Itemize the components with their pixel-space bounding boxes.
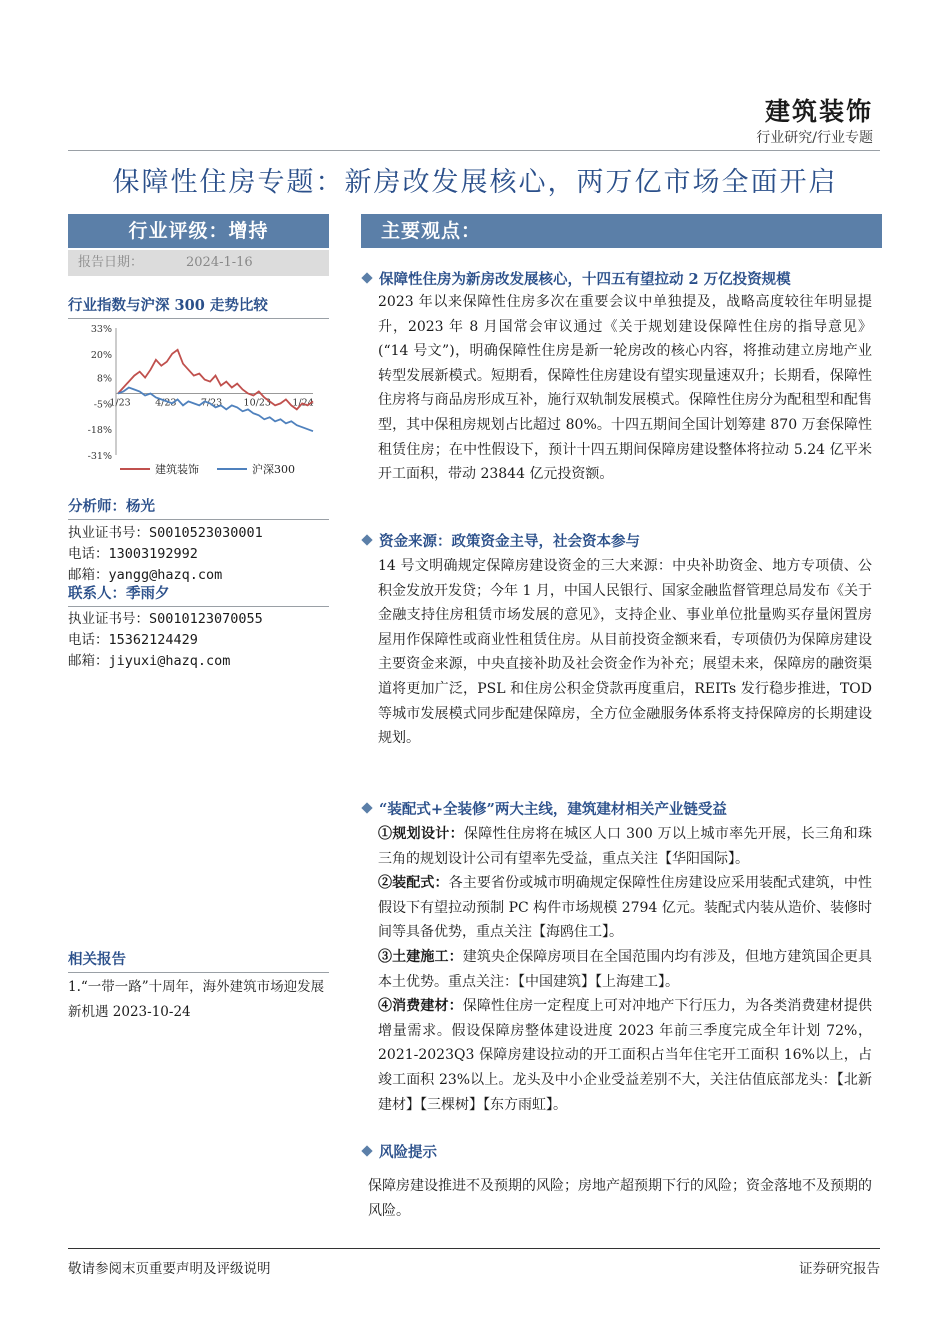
footer-divider xyxy=(68,1248,880,1249)
y-tick-label: -18% xyxy=(87,425,112,437)
section-3-body xyxy=(378,822,872,1117)
legend-label: 沪深300 xyxy=(252,463,295,476)
section-3-title: “装配式+全装修”两大主线，建筑建材相关产业链受益 xyxy=(363,798,727,819)
item-planning: ①规划设计：保障性住房将在城区人口 300 万以上城市率先开展，长三角和珠三角的规划设计公司有望率先受益，重点关注【华阳国际】。 xyxy=(378,826,872,867)
main-heading: 主要观点： xyxy=(381,220,482,242)
x-tick-label: 4/23 xyxy=(155,397,177,409)
section-4-title: 风险提示 xyxy=(363,1141,437,1162)
analyst-phone: 电话：13003192992 xyxy=(68,546,198,562)
y-tick-label: 33% xyxy=(90,324,112,335)
analyst-cert: 执业证书号：S0010523030001 xyxy=(68,525,263,541)
report-type: 行业研究/行业专题 xyxy=(756,130,873,146)
y-tick-label: -31% xyxy=(87,451,112,462)
x-tick-label: 1/23 xyxy=(109,397,131,409)
legend-label: 建筑装饰 xyxy=(155,463,199,476)
x-tick-label: 10/23 xyxy=(243,397,271,409)
diamond-bullet-icon xyxy=(361,1145,372,1156)
contact-heading: 联系人：季雨夕 xyxy=(68,582,329,607)
footer-doc-type: 证券研究报告 xyxy=(799,1261,880,1277)
footer-disclaimer[interactable]: 敬请参阅末页重要声明及评级说明 xyxy=(68,1261,271,1277)
industry-name: 建筑装饰 xyxy=(764,97,873,126)
chart-svg xyxy=(68,318,329,488)
contact-cert: 执业证书号：S0010123070055 xyxy=(68,611,263,627)
header-divider xyxy=(68,150,880,151)
section-1-body: 2023 年以来保障性住房多次在重要会议中单独提及，战略高度较往年明显提升，2023 年 8 月国常会审议通过《关于规划建设保障性住房的指导意见》(“14 号文”)，明确保障性住房是新一轮房改的核心内容，将推动建立房地产业转型发展新模式。短期看，保障性住房建设有望实现量速双升；长期看，保障性住房将与商品房形成互补，施行双轨制发展模式。保障性住房分为配租型和配售型，其中保租房规划占比超过 80%。十四五期间全国计划筹建 870 万套保障性租赁住房；在中性假设下，预计十四五期间保障房建设整体将拉动 5.24 亿平米开工面积，带动 23844 亿元投资额。 xyxy=(378,294,872,483)
section-2-title: 资金来源：政策资金主导，社会资本参与 xyxy=(363,530,640,551)
y-tick-label: 20% xyxy=(90,349,112,361)
x-tick-label: 7/23 xyxy=(200,397,223,409)
item-consumer-materials: ④消费建材：保障性住房一定程度上可对冲地产下行压力，为各类消费建材提供增量需求。假设保障房整体建设进度 2023 年前三季度完成全年计划 72%，2021-2023Q3 保障房建设拉动的开工面积占当年住宅开工面积 16%以上，占竣工面积 23%以上。龙头及中小企业受益差别不大，关注估值底部龙头：【北新建材】【三棵树】【东方雨虹】。 xyxy=(378,998,873,1113)
chart-heading: 行业指数与沪深 300 走势比较 xyxy=(68,294,329,319)
x-tick-label: 1/24 xyxy=(292,397,314,409)
series-line-csi300 xyxy=(118,388,313,432)
main-heading-bar xyxy=(361,214,882,248)
diamond-bullet-icon xyxy=(361,534,372,545)
item-construction: ③土建施工：建筑央企保障房项目在全国范围内均有涉及，但地方建筑国企更具本土优势。重点关注：【中国建筑】【上海建工】。 xyxy=(378,948,873,990)
report-date-bar xyxy=(68,250,329,276)
contact-email: 邮箱：jiyuxi@hazq.com xyxy=(68,653,231,669)
diamond-bullet-icon xyxy=(361,802,372,813)
industry-rating: 行业评级：增持 xyxy=(68,214,329,248)
section-4-body: 保障房建设推进不及预期的风险；房地产超预期下行的风险；资金落地不及预期的风险。 xyxy=(368,1178,872,1219)
contact-phone: 电话：15362124429 xyxy=(68,632,198,648)
report-date-label: 报告日期： xyxy=(78,255,144,270)
analyst-heading: 分析师：杨光 xyxy=(68,495,329,520)
report-date-value: 2024-1-16 xyxy=(186,255,253,270)
analyst-email: 邮箱：yangg@hazq.com xyxy=(68,567,223,583)
related-report-item[interactable]: 1.“一带一路”十周年，海外建筑市场迎发展新机遇 2023-10-24 xyxy=(68,979,325,1020)
y-tick-label: 8% xyxy=(96,373,112,385)
item-prefab: ②装配式：各主要省份或城市明确规定保障性住房建设应采用装配式建筑，中性假设下有望拉动预制 PC 构件市场规模 2794 亿元。装配式内装从造价、装修时间等具备优势，重点关注【海鸥住工】。 xyxy=(378,875,873,941)
y-tick-label: -5% xyxy=(93,399,112,411)
section-1-title: 保障性住房为新房改发展核心，十四五有望拉动 2 万亿投资规模 xyxy=(363,268,791,289)
section-2-body: 14 号文明确规定保障房建设资金的三大来源：中央补助资金、地方专项债、公积金发放开发贷；今年 1 月，中国人民银行、国家金融监督管理总局发布《关于金融支持住房租赁市场发展的意见》，支持企业、事业单位批量购买存量闲置房屋用作保障性或商业性租赁住房。从目前投资金额来看，专项债仍为保障房建设主要资金来源，中央直接补助及社会资金作为补充；展望未来，保障房的融资渠道将更加广泛，PSL 和住房公积金贷款再度重启，REITs 发行稳步推进，TOD 等城市发展模式同步配建保障房，全方位金融服务体系将支持保障房的长期建设规划。 xyxy=(378,558,872,747)
page-title: 保障性住房专题：新房改发展核心，两万亿市场全面开启 xyxy=(112,167,838,198)
index-comparison-chart xyxy=(68,318,329,488)
related-heading: 相关报告 xyxy=(68,948,329,973)
diamond-bullet-icon xyxy=(361,272,372,283)
